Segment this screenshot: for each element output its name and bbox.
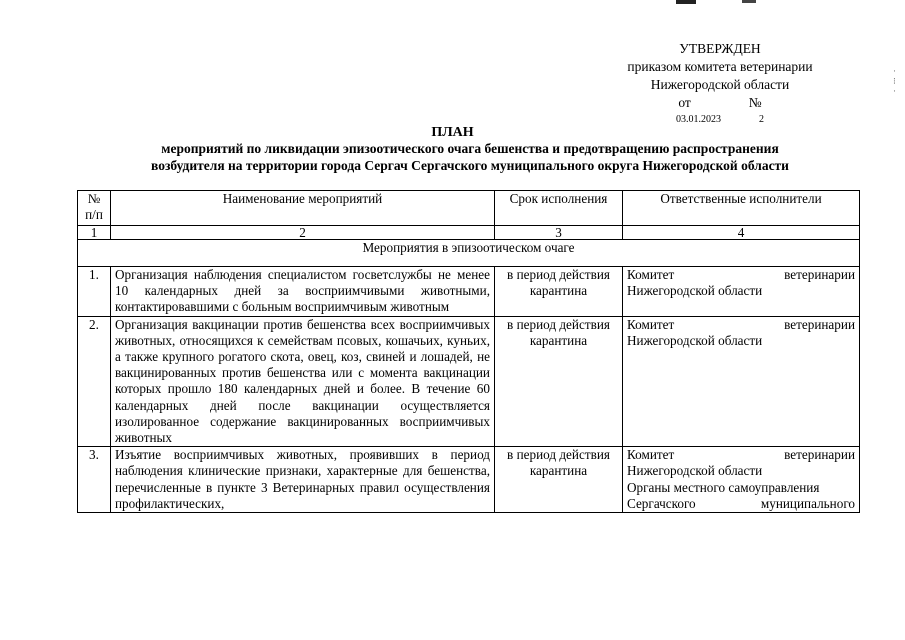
header-number: № п/п [78,191,111,226]
date-value: 03.01.2023 [676,114,721,125]
responsible-line: Органы местного самоуправления [627,479,820,495]
row-activity: Организация наблюдения специалистом госветслужбы не менее 10 календарных дней за восприимчивыми животными, контактировавшими с больным восприимчивым животным [111,267,495,317]
responsible-word: муниципального [760,495,855,511]
document-title: ПЛАН [431,125,474,140]
plan-table [77,190,860,513]
table-row [78,316,860,447]
scan-artifact-right: · ⁝ · [893,66,896,96]
number-value: 2 [759,114,764,125]
scan-artifact-top-2 [742,0,756,3]
section-row [78,240,860,267]
responsible-line [627,267,855,283]
approval-line-2: Нижегородской области [650,77,790,92]
column-number: 3 [495,226,623,240]
row-responsible [623,316,860,447]
row-term: в период действия карантина [495,316,623,447]
approval-block [600,40,840,127]
subtitle-line-1: мероприятий по ликвидации эпизоотического очага бешенства и предотвращению распространения [161,141,779,156]
table-row [78,267,860,317]
row-term: в период действия карантина [495,267,623,317]
subtitle-line-2: возбудителя на территории города Сергач Сергачского муниципального округа Нижегородской области [151,158,789,173]
approval-date-number-labels [600,94,840,112]
approval-line-1: приказом комитета ветеринарии [627,59,813,74]
column-number: 1 [78,226,111,240]
section-title: Мероприятия в эпизоотическом очаге [78,240,860,267]
document-subtitle [60,140,880,174]
row-responsible [623,267,860,317]
responsible-word: ветеринарии [784,316,855,332]
responsible-line: Нижегородской области [627,463,763,479]
column-number: 4 [623,226,860,240]
responsible-word: Комитет [627,267,675,282]
column-number-row [78,226,860,240]
responsible-line [627,447,855,463]
approval-heading: УТВЕРЖДЕН [679,41,761,56]
header-name: Наименование мероприятий [111,191,495,226]
header-responsible: Ответственные исполнители [623,191,860,226]
from-label: от [678,95,691,110]
row-number: 1. [78,267,111,317]
row-number: 3. [78,447,111,513]
responsible-line [627,496,855,512]
table-header-row [78,191,860,226]
scan-artifact-top [676,0,696,4]
responsible-word: Комитет [627,316,675,332]
responsible-word: ветеринарии [784,267,855,282]
responsible-word: ветеринарии [784,447,855,463]
row-responsible [623,447,860,513]
row-activity: Организация вакцинации против бешенства всех восприимчивых животных, относящихся к семействам псовых, кошачьих, куньих, а также крупного рогатого скота, овец, коз, свиней и лошадей, не вакцинированных против бешенства или с момента вакцинации которых прошло 180 календарных дней и более. В течение 60 календарных дней после вакцинации осуществляется изолированное содержание вакцинированных восприимчивых животных [111,316,495,447]
responsible-line: Нижегородской области [627,332,763,348]
responsible-word: Сергачского [627,495,696,511]
row-number: 2. [78,316,111,447]
row-term: в период действия карантина [495,447,623,513]
responsible-line: Нижегородской области [627,283,763,299]
number-label: № [748,95,762,110]
row-activity: Изъятие восприимчивых животных, проявивших в период наблюдения клинические признаки, характерные для бешенства, перечисленные в пункте 3 Ветеринарных правил осуществления профилактических, [111,447,495,513]
table-row [78,447,860,513]
column-number: 2 [111,226,495,240]
responsible-word: Комитет [627,447,675,463]
header-term: Срок исполнения [495,191,623,226]
responsible-line [627,317,855,333]
